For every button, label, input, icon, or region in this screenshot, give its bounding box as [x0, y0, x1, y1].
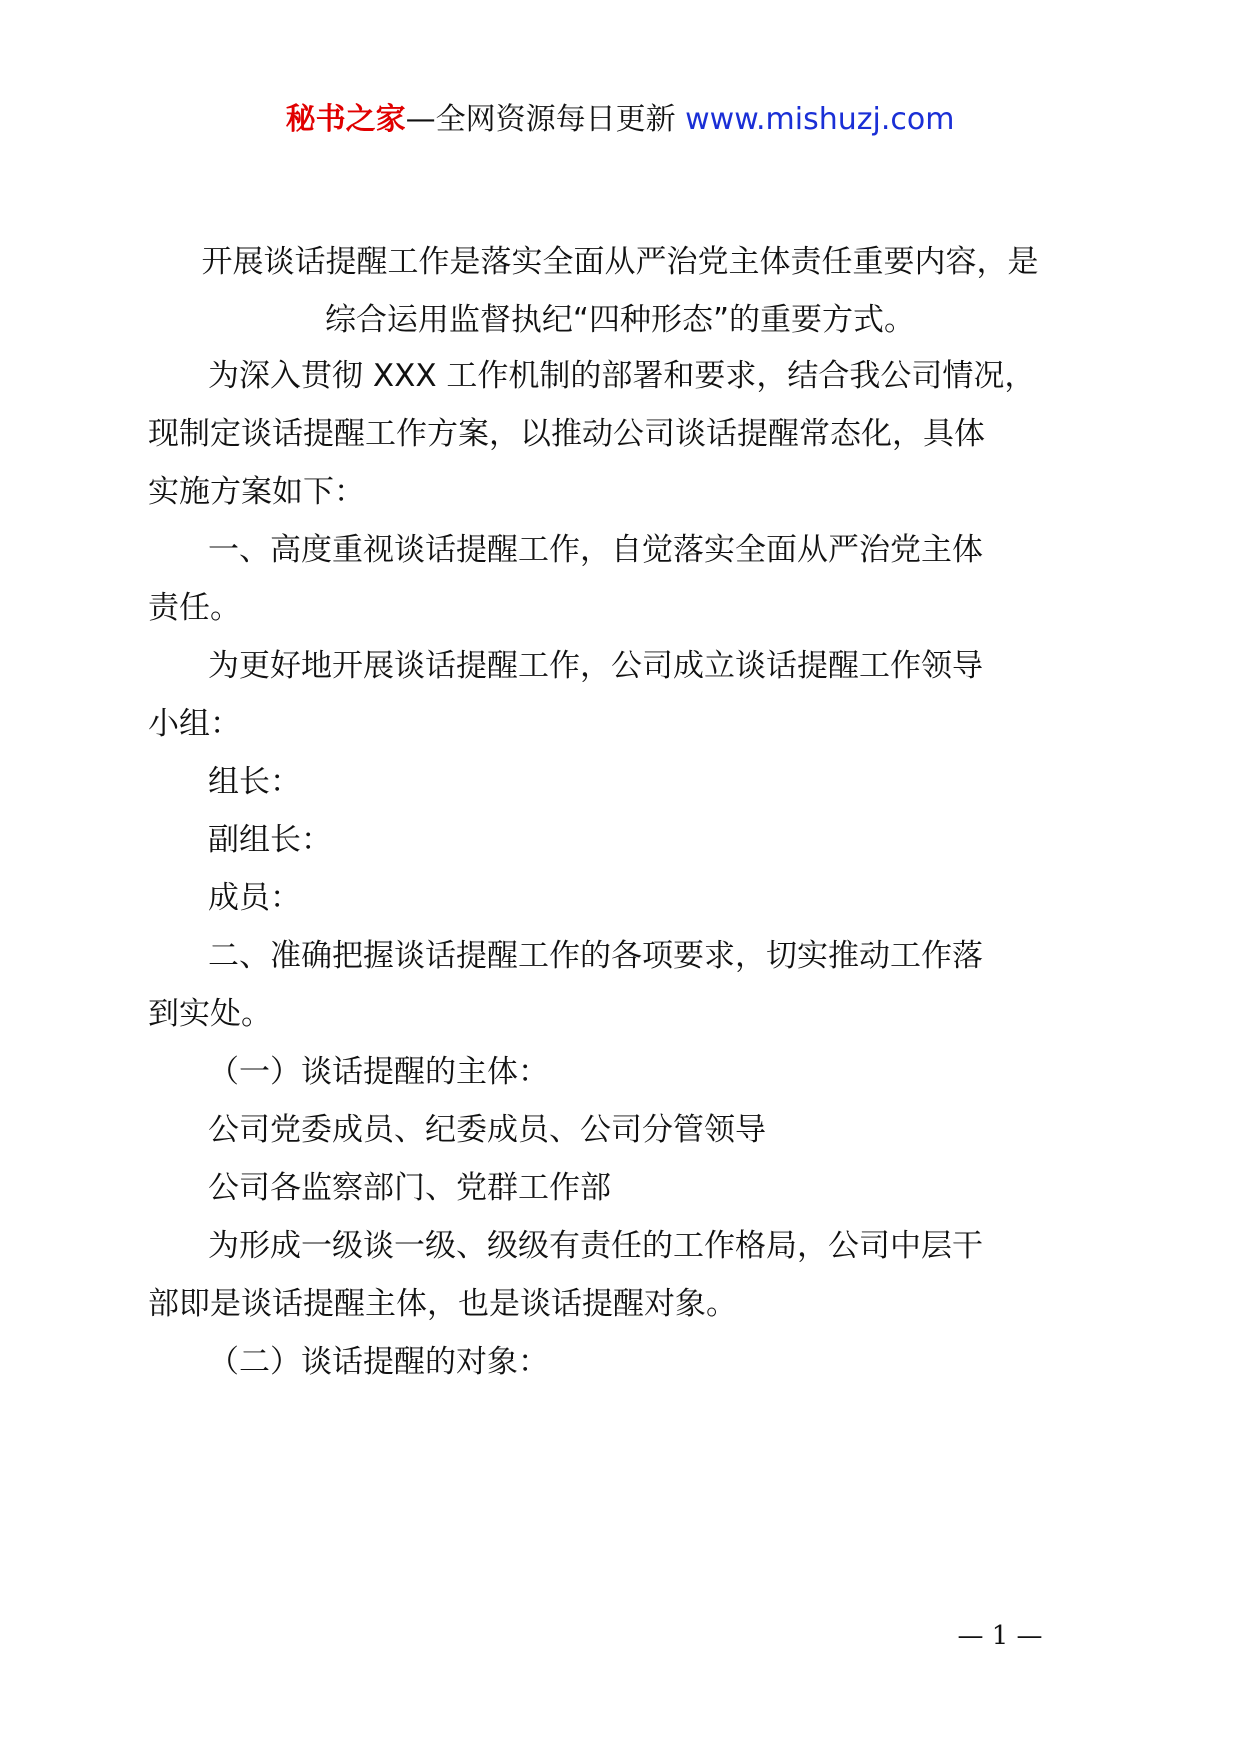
- doc-line-heading-2-cont: 到实处。: [148, 996, 272, 1032]
- doc-line-subject-2: 公司各监察部门、党群工作部: [208, 1170, 611, 1206]
- brand-tagline: —全网资源每日更新: [405, 102, 686, 137]
- doc-line-heading-1-cont: 责任。: [148, 590, 241, 626]
- site-header: [0, 100, 1240, 140]
- doc-line-paragraph-4-cont: 小组：: [148, 706, 241, 742]
- doc-line-deputy-leader: 副组长：: [208, 822, 332, 858]
- doc-line-subheading-1: （一）谈话提醒的主体：: [208, 1054, 549, 1090]
- doc-line-intro-1: 开展谈话提醒工作是落实全面从严治党主体责任重要内容，是: [201, 244, 1039, 280]
- doc-line-paragraph-2: 现制定谈话提醒工作方案，以推动公司谈话提醒常态化，具体: [148, 416, 985, 452]
- doc-line-subheading-2: （二）谈话提醒的对象：: [208, 1344, 549, 1380]
- page-number: — 1 —: [957, 1621, 1043, 1651]
- doc-line-paragraph-1: 为深入贯彻 XXX 工作机制的部署和要求，结合我公司情况，: [208, 358, 1036, 394]
- site-url-link[interactable]: www.mishuzj.com: [685, 102, 955, 137]
- brand-name: 秘书之家: [285, 102, 406, 137]
- doc-line-intro-2: 综合运用监督执纪“四种形态”的重要方式。: [324, 302, 916, 338]
- doc-line-heading-1: 一、高度重视谈话提醒工作，自觉落实全面从严治党主体: [208, 532, 983, 568]
- doc-line-members: 成员：: [208, 880, 301, 916]
- doc-line-paragraph-5: 为形成一级谈一级、级级有责任的工作格局，公司中层干: [208, 1228, 983, 1264]
- doc-line-heading-2: 二、准确把握谈话提醒工作的各项要求，切实推动工作落: [208, 938, 983, 974]
- doc-line-paragraph-3: 实施方案如下：: [148, 474, 365, 510]
- doc-line-leader: 组长：: [208, 764, 301, 800]
- doc-line-paragraph-5-cont: 部即是谈话提醒主体，也是谈话提醒对象。: [148, 1286, 737, 1322]
- doc-line-paragraph-4: 为更好地开展谈话提醒工作，公司成立谈话提醒工作领导: [208, 648, 983, 684]
- doc-line-subject-1: 公司党委成员、纪委成员、公司分管领导: [208, 1112, 766, 1148]
